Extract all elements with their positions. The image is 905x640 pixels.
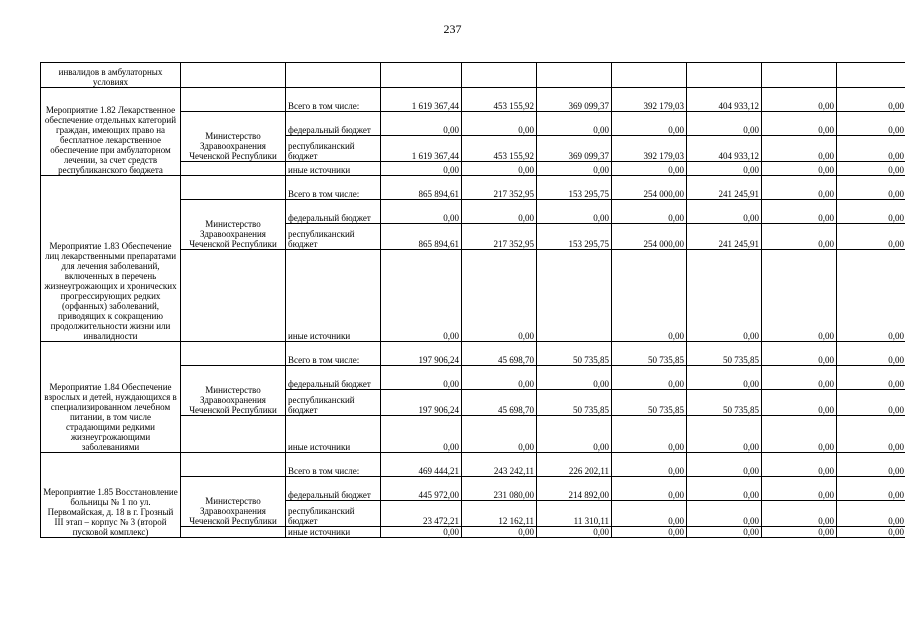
value-cell: 392 179,03 xyxy=(612,136,687,162)
value-cell: 0,00 xyxy=(537,200,612,224)
empty-cell xyxy=(837,63,905,88)
empty-cell xyxy=(181,416,286,453)
value-cell: 0,00 xyxy=(462,112,537,136)
value-cell: 404 933,12 xyxy=(687,88,762,112)
value-cell: 50 735,85 xyxy=(612,390,687,416)
value-cell: 0,00 xyxy=(837,88,905,112)
value-cell: 0,00 xyxy=(381,416,462,453)
value-cell: 0,00 xyxy=(837,112,905,136)
value-cell: 0,00 xyxy=(381,200,462,224)
value-cell: 0,00 xyxy=(762,527,837,538)
page-number: 237 xyxy=(443,22,462,36)
value-cell: 0,00 xyxy=(687,501,762,527)
empty-cell xyxy=(381,63,462,88)
value-cell: 231 080,00 xyxy=(462,477,537,501)
value-cell: 241 245,91 xyxy=(687,224,762,250)
value-cell: 0,00 xyxy=(612,416,687,453)
value-cell: 369 099,37 xyxy=(537,136,612,162)
value-cell: 0,00 xyxy=(687,416,762,453)
value-cell: 0,00 xyxy=(612,477,687,501)
value-cell: 369 099,37 xyxy=(537,88,612,112)
value-cell: 0,00 xyxy=(762,342,837,366)
value-cell: 0,00 xyxy=(837,176,905,200)
value-cell: 0,00 xyxy=(762,88,837,112)
value-cell: 0,00 xyxy=(837,342,905,366)
value-cell: 0,00 xyxy=(612,162,687,176)
value-cell: 0,00 xyxy=(687,366,762,390)
value-cell: 217 352,95 xyxy=(462,176,537,200)
value-cell: 0,00 xyxy=(612,366,687,390)
value-cell: 50 735,85 xyxy=(687,342,762,366)
value-cell: 11 310,11 xyxy=(537,501,612,527)
value-cell: 0,00 xyxy=(537,162,612,176)
empty-cell xyxy=(181,162,286,176)
value-cell: 226 202,11 xyxy=(537,453,612,477)
source-cell: федеральный бюджет xyxy=(286,477,381,501)
value-cell: 50 735,85 xyxy=(612,342,687,366)
value-cell: 0,00 xyxy=(612,527,687,538)
value-cell: 0,00 xyxy=(687,250,762,342)
value-cell: 45 698,70 xyxy=(462,342,537,366)
value-cell: 0,00 xyxy=(462,162,537,176)
empty-cell xyxy=(762,63,837,88)
value-cell: 0,00 xyxy=(837,200,905,224)
value-cell: 45 698,70 xyxy=(462,390,537,416)
source-cell: федеральный бюджет xyxy=(286,112,381,136)
value-cell: 0,00 xyxy=(462,366,537,390)
value-cell: 469 444,21 xyxy=(381,453,462,477)
value-cell: 0,00 xyxy=(612,250,687,342)
value-cell: 0,00 xyxy=(687,477,762,501)
source-cell: иные источники xyxy=(286,416,381,453)
source-cell: Всего в том числе: xyxy=(286,176,381,200)
value-cell: 0,00 xyxy=(612,501,687,527)
table-row xyxy=(41,453,905,477)
value-cell: 50 735,85 xyxy=(687,390,762,416)
continuation-row xyxy=(41,63,905,88)
value-cell: 0,00 xyxy=(381,366,462,390)
value-cell: 241 245,91 xyxy=(687,176,762,200)
source-cell: республиканский бюджет xyxy=(286,390,381,416)
value-cell: 865 894,61 xyxy=(381,224,462,250)
value-cell: 0,00 xyxy=(462,250,537,342)
value-cell: 0,00 xyxy=(837,453,905,477)
event-cell: инвалидов в амбулаторных условиях xyxy=(41,63,181,88)
value-cell: 0,00 xyxy=(462,527,537,538)
value-cell: 0,00 xyxy=(762,250,837,342)
empty-cell xyxy=(181,453,286,477)
empty-cell xyxy=(687,63,762,88)
source-cell: Всего в том числе: xyxy=(286,453,381,477)
empty-cell xyxy=(181,527,286,538)
budget-table xyxy=(40,62,905,538)
value-cell: 0,00 xyxy=(762,136,837,162)
value-cell: 0,00 xyxy=(837,250,905,342)
event-cell: Мероприятие 1.85 Восстановление больницы № 1 по ул. Первомайская, д. 18 в г. Грозный III этап – корпус № 3 (второй пусковой комплекс) xyxy=(41,453,181,538)
value-cell: 197 906,24 xyxy=(381,342,462,366)
value-cell: 243 242,11 xyxy=(462,453,537,477)
value-cell: 214 892,00 xyxy=(537,477,612,501)
value-cell: 0,00 xyxy=(462,416,537,453)
value-cell: 0,00 xyxy=(762,162,837,176)
value-cell: 0,00 xyxy=(837,366,905,390)
value-cell: 453 155,92 xyxy=(462,88,537,112)
value-cell: 197 906,24 xyxy=(381,390,462,416)
value-cell: 865 894,61 xyxy=(381,176,462,200)
value-cell: 23 472,21 xyxy=(381,501,462,527)
value-cell: 0,00 xyxy=(381,250,462,342)
value-cell: 0,00 xyxy=(837,477,905,501)
value-cell: 0,00 xyxy=(837,501,905,527)
source-cell: федеральный бюджет xyxy=(286,366,381,390)
value-cell: 0,00 xyxy=(612,200,687,224)
value-cell: 254 000,00 xyxy=(612,224,687,250)
empty-cell xyxy=(181,88,286,112)
table-row xyxy=(41,88,905,112)
event-cell: Мероприятие 1.84 Обеспечение взрослых и детей, нуждающихся в специализированном лечебном питании, в том числе страдающими редкими жизнеугрожающими заболеваниями xyxy=(41,342,181,453)
value-cell: 0,00 xyxy=(381,112,462,136)
value-cell: 0,00 xyxy=(837,390,905,416)
value-cell: 0,00 xyxy=(762,366,837,390)
value-cell xyxy=(537,250,612,342)
value-cell: 153 295,75 xyxy=(537,224,612,250)
source-cell: Всего в том числе: xyxy=(286,88,381,112)
value-cell: 254 000,00 xyxy=(612,176,687,200)
value-cell: 50 735,85 xyxy=(537,342,612,366)
empty-cell xyxy=(181,176,286,200)
ministry-cell: Министерство Здравоохранения Чеченской Республики xyxy=(181,366,286,416)
value-cell: 0,00 xyxy=(687,112,762,136)
value-cell: 1 619 367,44 xyxy=(381,88,462,112)
value-cell: 0,00 xyxy=(762,416,837,453)
empty-cell xyxy=(181,63,286,88)
source-cell: Всего в том числе: xyxy=(286,342,381,366)
empty-cell xyxy=(181,250,286,342)
value-cell: 0,00 xyxy=(612,453,687,477)
value-cell: 445 972,00 xyxy=(381,477,462,501)
empty-cell xyxy=(181,342,286,366)
value-cell: 0,00 xyxy=(837,416,905,453)
value-cell: 0,00 xyxy=(762,453,837,477)
table-row xyxy=(41,176,905,200)
ministry-cell: Министерство Здравоохранения Чеченской Республики xyxy=(181,200,286,250)
value-cell: 0,00 xyxy=(537,366,612,390)
empty-cell xyxy=(537,63,612,88)
source-cell: иные источники xyxy=(286,527,381,538)
value-cell: 217 352,95 xyxy=(462,224,537,250)
source-cell: федеральный бюджет xyxy=(286,200,381,224)
value-cell: 0,00 xyxy=(837,527,905,538)
value-cell: 0,00 xyxy=(837,162,905,176)
value-cell: 0,00 xyxy=(837,136,905,162)
value-cell: 0,00 xyxy=(762,501,837,527)
source-cell: республиканский бюджет xyxy=(286,501,381,527)
value-cell: 0,00 xyxy=(687,162,762,176)
empty-cell xyxy=(612,63,687,88)
event-cell: Мероприятие 1.83 Обеспечение лиц лекарственными препаратами для лечения заболеваний, включенных в перечень жизнеугрожающих и хронических прогрессирующих редких (орфанных) заболеваний, приводящих к сокращению продолжительности жизни или инвалидности xyxy=(41,176,181,342)
value-cell: 50 735,85 xyxy=(537,390,612,416)
value-cell: 0,00 xyxy=(762,176,837,200)
value-cell: 1 619 367,44 xyxy=(381,136,462,162)
value-cell: 0,00 xyxy=(762,390,837,416)
empty-cell xyxy=(286,63,381,88)
ministry-cell: Министерство Здравоохранения Чеченской Республики xyxy=(181,112,286,162)
value-cell: 0,00 xyxy=(381,162,462,176)
value-cell: 0,00 xyxy=(537,416,612,453)
value-cell: 153 295,75 xyxy=(537,176,612,200)
value-cell: 392 179,03 xyxy=(612,88,687,112)
value-cell: 453 155,92 xyxy=(462,136,537,162)
value-cell: 0,00 xyxy=(687,200,762,224)
value-cell: 0,00 xyxy=(687,453,762,477)
value-cell: 0,00 xyxy=(762,112,837,136)
value-cell: 0,00 xyxy=(537,112,612,136)
value-cell: 0,00 xyxy=(762,224,837,250)
empty-cell xyxy=(462,63,537,88)
value-cell: 0,00 xyxy=(612,112,687,136)
value-cell: 404 933,12 xyxy=(687,136,762,162)
value-cell: 0,00 xyxy=(462,200,537,224)
source-cell: республиканский бюджет xyxy=(286,136,381,162)
ministry-cell: Министерство Здравоохранения Чеченской Республики xyxy=(181,477,286,527)
table-row xyxy=(41,342,905,366)
event-cell: Мероприятие 1.82 Лекарственное обеспечение отдельных категорий граждан, имеющих право на бесплатное лекарственное обеспечение при амбулаторном лечении, за счет средств республиканского бюджета xyxy=(41,88,181,176)
value-cell: 0,00 xyxy=(762,200,837,224)
source-cell: иные источники xyxy=(286,162,381,176)
source-cell: республиканский бюджет xyxy=(286,224,381,250)
value-cell: 0,00 xyxy=(837,224,905,250)
value-cell: 0,00 xyxy=(381,527,462,538)
value-cell: 12 162,11 xyxy=(462,501,537,527)
source-cell: иные источники xyxy=(286,250,381,342)
value-cell: 0,00 xyxy=(762,477,837,501)
value-cell: 0,00 xyxy=(537,527,612,538)
value-cell: 0,00 xyxy=(687,527,762,538)
